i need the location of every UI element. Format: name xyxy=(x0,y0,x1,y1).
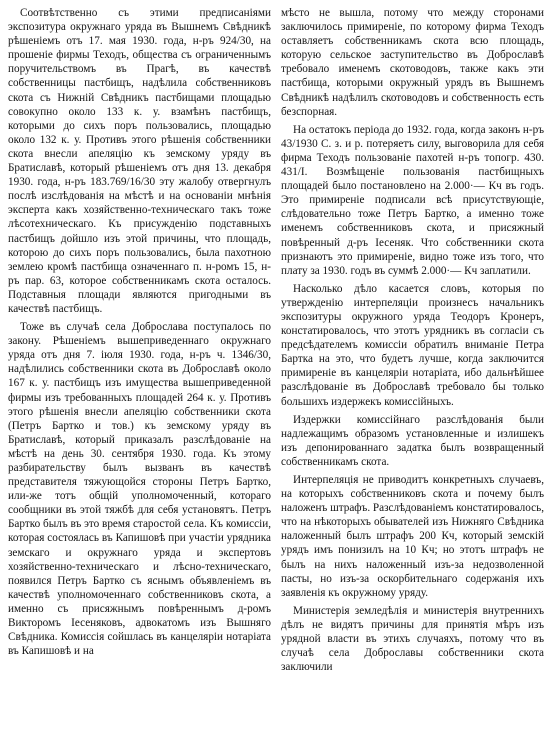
paragraph: Тоже въ случаѣ села Доброслава поступалось по закону. Рѣшеніемъ вышеприведеннаго окружнаго уряда отъ дня 7. іюля 1930. года, н-ръ ч. 1346/30, надѣлились собственники скота въ Доброславѣ около 167 к. у. пастбищъ изъ имущества вышеприведенной фирмы изъ требованныхъ площадей 264 к. у. Противъ этого рѣшенія внесли апеляцію собственники скота (Петръ Бартко и тов.) къ земскому уряду въ Братиславѣ, который приказалъ разслѣдованіе на мѣстѣ на день 30. сентября 1930. года. Къ этому разбирательству былъ вызванъ въ качествѣ представителя тяжующойся стороны Петръ Бартко, или-же тотъ общій уполномоченный, котораго сообщники въ этой тяжбѣ для себя установятъ. Петръ Бартко былъ въ это время старостой села. Къ комиссіи, которая состоялась въ Капишовѣ при участіи урядника земскаго и окружнаго уряда и экспертовъ хозяйственно-техническаго и лѣсно-техническаго, появился Петръ Бартко съ яснымъ объявленіемъ въ качествѣ уполномоченнаго собственниковъ скота, а именно съ присяжнымъ повѣреннымъ д-ромъ Викторомъ Iесеняковъ, адвокатомъ изъ Вышняго Свѣдника. Комиссія сойшлась въ канцеляріи нотаріата въ Капишовѣ и на xyxy=(8,321,271,658)
paragraph: мѣсто не вышла, потому что между сторонами заключилось примиреніе, по которому фирма Теходъ оставляетъ собственникамъ скота всю площадь, которую сельское заступительство въ Доброславѣ требовало именемъ скотоводовъ, также какъ эти пастбища, которыми окружный урядъ въ Вышнемъ Свѣдникѣ надѣлилъ скотоводовъ и собственность есть безспорная. xyxy=(281,7,544,118)
paragraph: Издержки комиссійнаго разслѣдованія были надлежащимъ образомъ установленные и излишекъ изъ депонированнаго задатка былъ возвращенный собственникамъ скота. xyxy=(281,413,544,468)
paragraph: Министерія земледѣлія и министерія внутреннихъ дѣлъ не видятъ причины для принятія мѣръ изъ урядной власти въ этихъ случаяхъ, потому что въ случаѣ села Доброславы собственники скота заключили xyxy=(281,604,544,674)
right-column xyxy=(281,6,544,744)
paragraph: Насколько дѣло касается словъ, которыя по утвержденію интерпеляціи произнесъ начальникъ экспозитуры окружного уряда Теодоръ Кронеръ, констатировалось, что этотъ урядникъ въ согласіи съ предсѣдателемъ комиссіи обратилъ вниманіе Петра Бартка на это, что будетъ лучше, когда заключится примиреніе въ канцеляріи нотаріата, ибо дальнѣйшее разслѣдованіе въ Доброславѣ требовало бы только большихъ издержекъ комиссійныхъ. xyxy=(281,282,544,408)
paragraph: Соотвѣтственно съ этими предписаніями экспозитура окружнаго уряда въ Вышнемъ Свѣдникѣ рѣшеніемъ отъ 17. мая 1930. года, н-ръ 924/30, на прошеніе фирмы Теходъ, общества съ ограниченнымъ поручительствомъ въ Прагѣ, въ качествѣ собственницы пастбищъ, надѣлила собственниковъ скота съ Нижній Свѣдникъ пастбищами площадью совокупно около 133 к. у. взамѣнъ пастбищъ, которыми до сихъ поръ пользовались, площадью около 132 к. у. Противъ этого рѣшенія собственники скота внесли апеляцію къ земскому уряду въ Братиславѣ, который рѣшеніемъ отъ дня 13. декабря 1930. года, н-ръ 183.769/16/30 эту жалобу отвергнулъ послѣ изслѣдованія на мѣстѣ и на основаніи мнѣнія эксперта какъ хозяйственно-техническаго такъ тоже лѣсотехническаго. Къ присужденію подставныхъ пастбищъ дойшло изъ этой причины, что площадь, которою до сихъ поръ пользовались, была пахотною землею кромѣ пастбища означеннаго п. н-ромъ 15, н-ръ пар. 63, которое собственникамъ скота осталось. Подставныя площади являются пригодными въ качествѣ пастбищъ. xyxy=(8,7,271,315)
paragraph: Интерпеляція не приводитъ конкретныхъ случаевъ, на которыхъ собственниковъ скота и почему былъ наложенъ штрафъ. Разслѣдованіемъ констатировалось, что на нѣкоторыхъ обывателей изъ Нижняго Свѣдника наложенный былъ штрафъ 200 Кч, который земскій урядъ имъ понизилъ на 10 Кч; но этотъ штрафъ не былъ на нихъ наложенный изъ-за недозволенной пасты, но изъ-за оскорбительнаго содержанія ихъ заявленія къ окружному уряду. xyxy=(281,474,544,599)
left-column xyxy=(8,6,271,744)
paragraph: На остатокъ періода до 1932. года, когда законъ н-ръ 43/1930 С. з. и р. потеряетъ силу, выговорила для себя фирма Теходъ пользованіе пахотей н-ръ топогр. 430. 431/I. Возмѣщеніе пользованія пастбищныхъ площадей было постановлено на 2.000·— Кч въ годъ. Это примиреніе подписали всѣ присутствующіе, слѣдовательно тоже Петръ Бартко, а именно тоже именемъ собственниковъ скота, и присяжный повѣренный д-ръ Iесеняк. Что собственники скота признаютъ это примиреніе, видно тоже изъ того, что плату за 1930. годъ въ суммѣ 2.000·— Кч заплатили. xyxy=(281,123,544,277)
